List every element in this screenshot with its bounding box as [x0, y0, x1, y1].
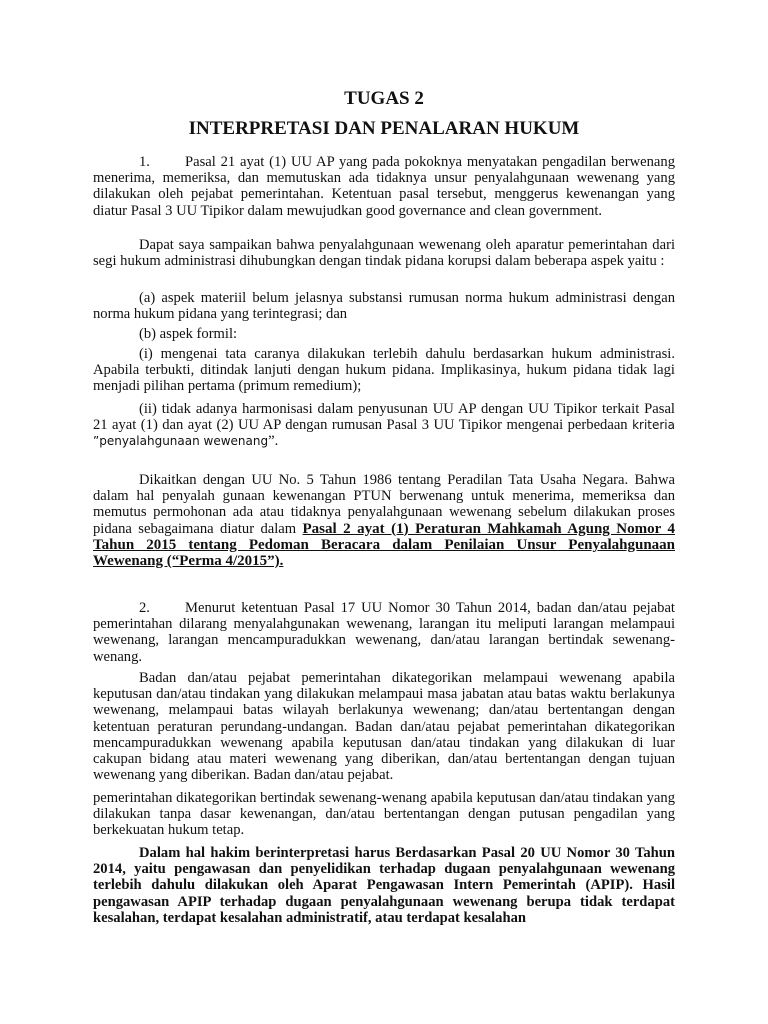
document-subtitle: INTERPRETASI DAN PENALARAN HUKUM — [188, 118, 580, 139]
section-2-paragraph-1 — [93, 600, 675, 665]
section-1-paragraph-1 — [93, 154, 675, 219]
section-1-paragraph-6 — [93, 401, 675, 450]
section-2-text-1: Menurut ketentuan Pasal 17 UU Nomor 30 Tahun 2014, badan dan/atau pejabat pemerintahan dilarang menyalahgunakan wewenang, larangan itu meliputi larangan melampaui wewenang, larangan mencampuradukkan wewenang, dan/atau larangan bertindak sewenang-wenang. — [93, 600, 675, 665]
section-1-text-7b: Pasal 2 ayat (1) Peraturan Mahkamah Agung Nomor 4 Tahun 2015 tentang Pedoman Beracara dalam Penilaian Unsur Penyalahgunaan Wewenang (“Perma 4/2015”). — [93, 520, 675, 570]
section-1-paragraph-5 — [93, 346, 675, 395]
section-1-text-6c: ”. — [268, 433, 279, 450]
section-2-text-2: Badan dan/atau pejabat pemerintahan dikategorikan melampaui wewenang apabila keputusan dan/atau tindakan yang dilakukan melampaui masa jabatan atau batas waktu berlakunya wewenang, melampaui batas wilayah berlakunya wewenang; dan/atau bertentangan dengan ketentuan peraturan perundang-undangan. Badan dan/atau pejabat pemerintahan dikategorikan mencampuradukkan wewenang apabila keputusan dan/atau tindakan yang dilakukan di luar cakupan bidang atau materi wewenang yang diberikan, dan/atau bertentangan dengan tujuan wewenang yang diberikan. Badan dan/atau pejabat. — [93, 670, 675, 784]
document-title: TUGAS 2 — [344, 88, 424, 109]
section-1-paragraph-7 — [93, 472, 675, 569]
section-1-text-6a: (ii) tidak adanya harmonisasi dalam penyusunan UU AP dengan UU Tipikor terkait Pasal 21 ayat (1) dan ayat (2) UU AP dengan rumusan Pasal 3 UU Tipikor mengenai perbedaan — [93, 401, 675, 434]
section-1-text-7a: Dikaitkan dengan UU No. 5 Tahun 1986 tentang Peradilan Tata Usaha Negara. Bahwa dalam hal penyalah gunaan kewenangan PTUN berwenang untuk menerima, memeriksa dan memutus permohonan ada atau tidaknya penyalahgunaan wewenang sebelum dilakukan proses pidana sebagaimana diatur dalam — [93, 472, 675, 537]
section-1-paragraph-3 — [93, 290, 675, 322]
section-2-number: 2. — [139, 600, 150, 616]
section-1-text-3: (a) aspek materiil belum jelasnya substansi rumusan norma hukum administrasi dengan norma hukum pidana yang terintegrasi; dan — [93, 290, 675, 323]
section-1-text-1: Pasal 21 ayat (1) UU AP yang pada pokoknya menyatakan pengadilan berwenang menerima, memeriksa, dan memutuskan ada tidaknya unsur penyalahgunaan wewenang yang dilakukan oleh pejabat pemerintahan. Ketentuan pasal tersebut, menggerus kewenangan yang diatur Pasal 3 UU Tipikor dalam mewujudkan good governance and clean government. — [93, 154, 675, 219]
section-1-paragraph-2 — [93, 237, 675, 269]
section-2-text-3: pemerintahan dikategorikan bertindak sewenang-wenang apabila keputusan dan/atau tindakan yang dilakukan tanpa dasar kewenangan, dan/atau bertentangan dengan putusan pengadilan yang berkekuatan hukum tetap. — [93, 790, 675, 839]
section-1-paragraph-4 — [93, 326, 675, 342]
section-1-text-4: (b) aspek formil: — [139, 326, 238, 342]
section-1-number: 1. — [139, 154, 150, 170]
section-2-paragraph-4 — [93, 845, 675, 926]
section-2-paragraph-3 — [93, 790, 675, 839]
section-2-text-4: Dalam hal hakim berinterpretasi harus Berdasarkan Pasal 20 UU Nomor 30 Tahun 2014, yaitu pengawasan dan penyelidikan terhadap dugaan penyalahgunaan wewenang terlebih dahulu dilakukan oleh Aparat Pengawasan Intern Pemerintah (APIP). Hasil pengawasan APIP terhadap dugaan penyalahgunaan wewenang berupa tidak terdapat kesalahan, terdapat kesalahan administratif, atau terdapat kesalahan — [93, 845, 675, 926]
section-1-text-5: (i) mengenai tata caranya dilakukan terlebih dahulu berdasarkan hukum administrasi. Apabila terbukti, ditindak lanjuti dengan hukum pidana. Implikasinya, hukum pidana tidak lagi menjadi pilihan pertama (primum remedium); — [93, 346, 675, 395]
section-2-paragraph-2 — [93, 670, 675, 783]
section-1-text-6b: kriteria ”penyalahgunaan wewenang — [93, 418, 675, 449]
section-1-text-2: Dapat saya sampaikan bahwa penyalahgunaan wewenang oleh aparatur pemerintahan dari segi hukum administrasi dihubungkan dengan tindak pidana korupsi dalam beberapa aspek yaitu : — [93, 237, 675, 270]
